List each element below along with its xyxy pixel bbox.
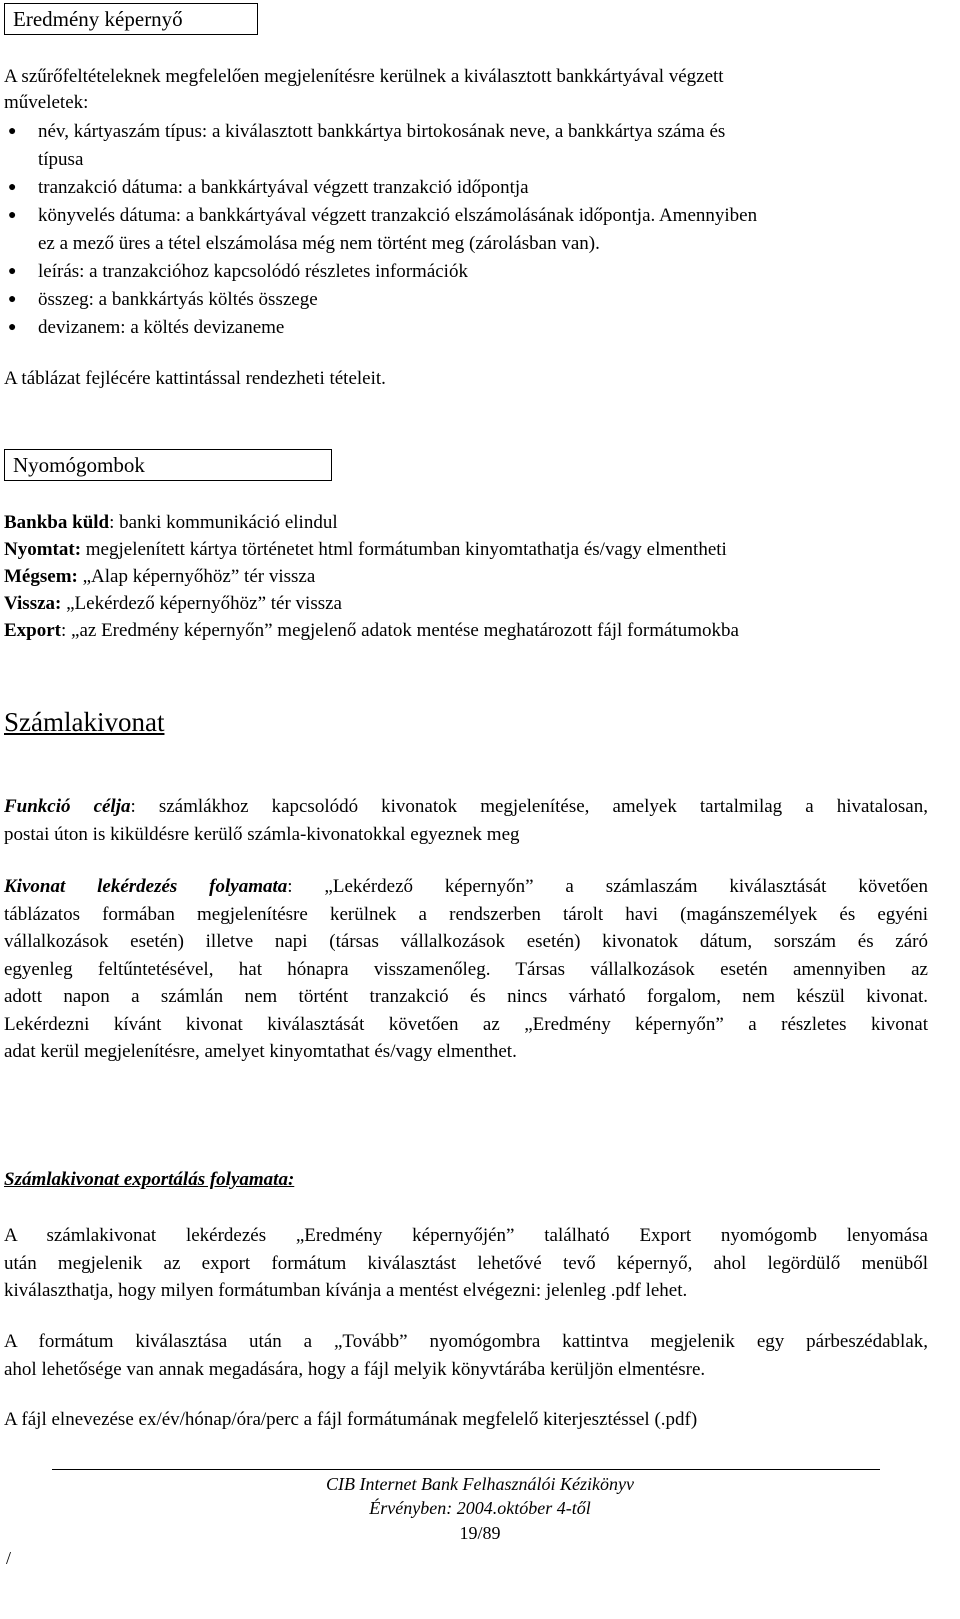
bullet-text: könyvelés dátuma: a bankkártyával végzett tranzakció elszámolásának időpontja. Amennyiben xyxy=(38,205,758,226)
bullet-text: devizanem: a költés devizaneme xyxy=(38,317,285,338)
szamlakivonat-heading: Számlakivonat xyxy=(4,707,165,737)
button-desc-text: banki kommunikáció elindul xyxy=(114,512,338,533)
paragraph-line: Lekérdezni kívánt kivonat kiválasztását követően az „Eredmény képernyőn” a részletes kivonat xyxy=(4,1013,928,1035)
button-label: Bankba küld xyxy=(4,512,110,533)
list-item xyxy=(0,118,938,174)
paragraph-line xyxy=(4,793,928,821)
paragraph-line: kiválaszthatja, hogy milyen formátumban kívánja a mentést elvégezni: jelenleg .pdf lehet. xyxy=(4,1280,688,1301)
intro-line-2: műveletek: xyxy=(4,92,89,113)
button-desc-nyomtat xyxy=(4,537,727,563)
sort-note: A táblázat fejlécére kattintással rendezheti tételeit. xyxy=(4,368,386,389)
paragraph-line: táblázatos formában megjelenítésre kerülnek a rendszerben tárolt havi (magánszemélyek és egyéni xyxy=(4,903,928,925)
export-paragraph-3: A fájl elnevezése ex/év/hónap/óra/perc a fájl formátumának megfelelő kiterjesztéssel (.pdf) xyxy=(4,1409,698,1430)
button-desc-bankba xyxy=(4,510,338,536)
paragraph-line: ahol lehetősége van annak megadására, hogy a fájl melyik könyvtárába kerüljön elmentésre. xyxy=(4,1358,706,1380)
bullet-text-cont: ez a mező üres a tétel elszámolása még nem történt meg (zárolásban van). xyxy=(38,233,600,254)
export-paragraph-2 xyxy=(4,1328,928,1383)
paragraph-line: után megjelenik az export formátum kiválasztást lehetővé tevő képernyő, ahol legördülő menüből xyxy=(4,1252,928,1274)
sep: : xyxy=(61,620,67,641)
paragraph-line: postai úton is kiküldésre kerülő számla-kivonatokkal egyeznek meg xyxy=(4,823,520,845)
text: : „Lekérdező képernyőn” a számlaszám kiválasztását követően xyxy=(287,876,928,897)
bullet-icon: ● xyxy=(8,292,17,307)
paragraph-line: A számlakivonat lekérdezés „Eredmény képernyőjén” található Export nyomógomb lenyomása xyxy=(4,1225,928,1246)
bullet-icon: ● xyxy=(8,320,17,335)
list-item xyxy=(0,286,938,314)
footer-title: CIB Internet Bank Felhasználói Kézikönyv xyxy=(326,1474,634,1494)
text: : számlákhoz kapcsolódó kivonatok megjelenítése, amelyek tartalmilag a hivatalosan, xyxy=(130,796,928,817)
funkcio-celja-paragraph xyxy=(4,793,928,848)
paragraph-line: adott napon a számlán nem történt tranzakció és nincs várható forgalom, nem készül kivonat. xyxy=(4,986,928,1007)
button-label: Vissza: xyxy=(4,593,62,614)
button-label: Mégsem: xyxy=(4,566,78,587)
button-desc-vissza xyxy=(4,591,342,617)
button-desc-export xyxy=(4,618,739,644)
bullet-icon: ● xyxy=(8,208,17,223)
button-desc-text: megjelenített kártya történetet html formátumban kinyomtathatja és/vagy elmentheti xyxy=(81,539,727,560)
intro-line-1: A szűrőfeltételeknek megfelelően megjelenítésre kerülnek a kiválasztott bankkártyával végzett xyxy=(4,66,724,87)
bullet-text-cont: típusa xyxy=(38,149,84,170)
export-paragraph-1 xyxy=(4,1222,928,1305)
page-number: 19/89 xyxy=(459,1523,501,1543)
nyomogombok-heading: Nyomógombok xyxy=(4,449,332,481)
bullet-text: leírás: a tranzakcióhoz kapcsolódó részletes információk xyxy=(38,261,468,282)
paragraph-line xyxy=(4,873,928,901)
bullet-text: tranzakció dátuma: a bankkártyával végzett tranzakció időpontja xyxy=(38,177,529,198)
button-label: Export xyxy=(4,620,61,641)
lekerdezes-paragraph xyxy=(4,873,928,1066)
export-heading: Számlakivonat exportálás folyamata: xyxy=(4,1169,295,1190)
list-item xyxy=(0,202,938,258)
button-desc-text: „Alap képernyőhöz” tér vissza xyxy=(77,566,316,587)
button-desc-text: „Lekérdező képernyőhöz” tér vissza xyxy=(61,593,342,614)
sep: : xyxy=(109,512,115,533)
footer-valid-date: Érvényben: 2004.október 4-től xyxy=(369,1498,591,1518)
bullet-text: összeg: a bankkártyás költés összege xyxy=(38,289,318,310)
paragraph-line: egyenleg feltűntetésével, hat hónapra visszamenőleg. Társas vállalkozások esetén amennyiben az xyxy=(4,958,928,980)
list-item xyxy=(0,258,938,286)
bullet-icon: ● xyxy=(8,264,17,279)
paragraph-line: A formátum kiválasztása után a „Tovább” nyomógombra kattintva megjelenik egy párbeszédablak, xyxy=(4,1331,928,1352)
lekerdezes-label: Kivonat lekérdezés folyamata xyxy=(4,876,288,897)
paragraph-line: vállalkozások esetén) illetve napi (társas vállalkozások esetén) kivonatok dátum, sorszám és záró xyxy=(4,931,928,952)
bullet-text: név, kártyaszám típus: a kiválasztott bankkártya birtokosának neve, a bankkártya száma és xyxy=(38,121,726,142)
paragraph-line: adat kerül megjelenítésre, amelyet kinyomtathat és/vagy elmenthet. xyxy=(4,1041,517,1062)
footer-divider xyxy=(52,1469,880,1470)
eredmeny-heading: Eredmény képernyő xyxy=(4,3,258,35)
bullet-icon: ● xyxy=(8,180,17,195)
bullet-icon: ● xyxy=(8,124,17,139)
button-desc-megsem xyxy=(4,564,315,590)
button-label: Nyomtat: xyxy=(4,539,82,560)
footer-slash: / xyxy=(6,1548,12,1568)
list-item xyxy=(0,314,938,342)
button-desc-text: „az Eredmény képernyőn” megjelenő adatok mentése meghatározott fájl formátumokba xyxy=(66,620,739,641)
list-item xyxy=(0,174,938,202)
funkcio-celja-label: Funkció célja xyxy=(4,796,131,817)
